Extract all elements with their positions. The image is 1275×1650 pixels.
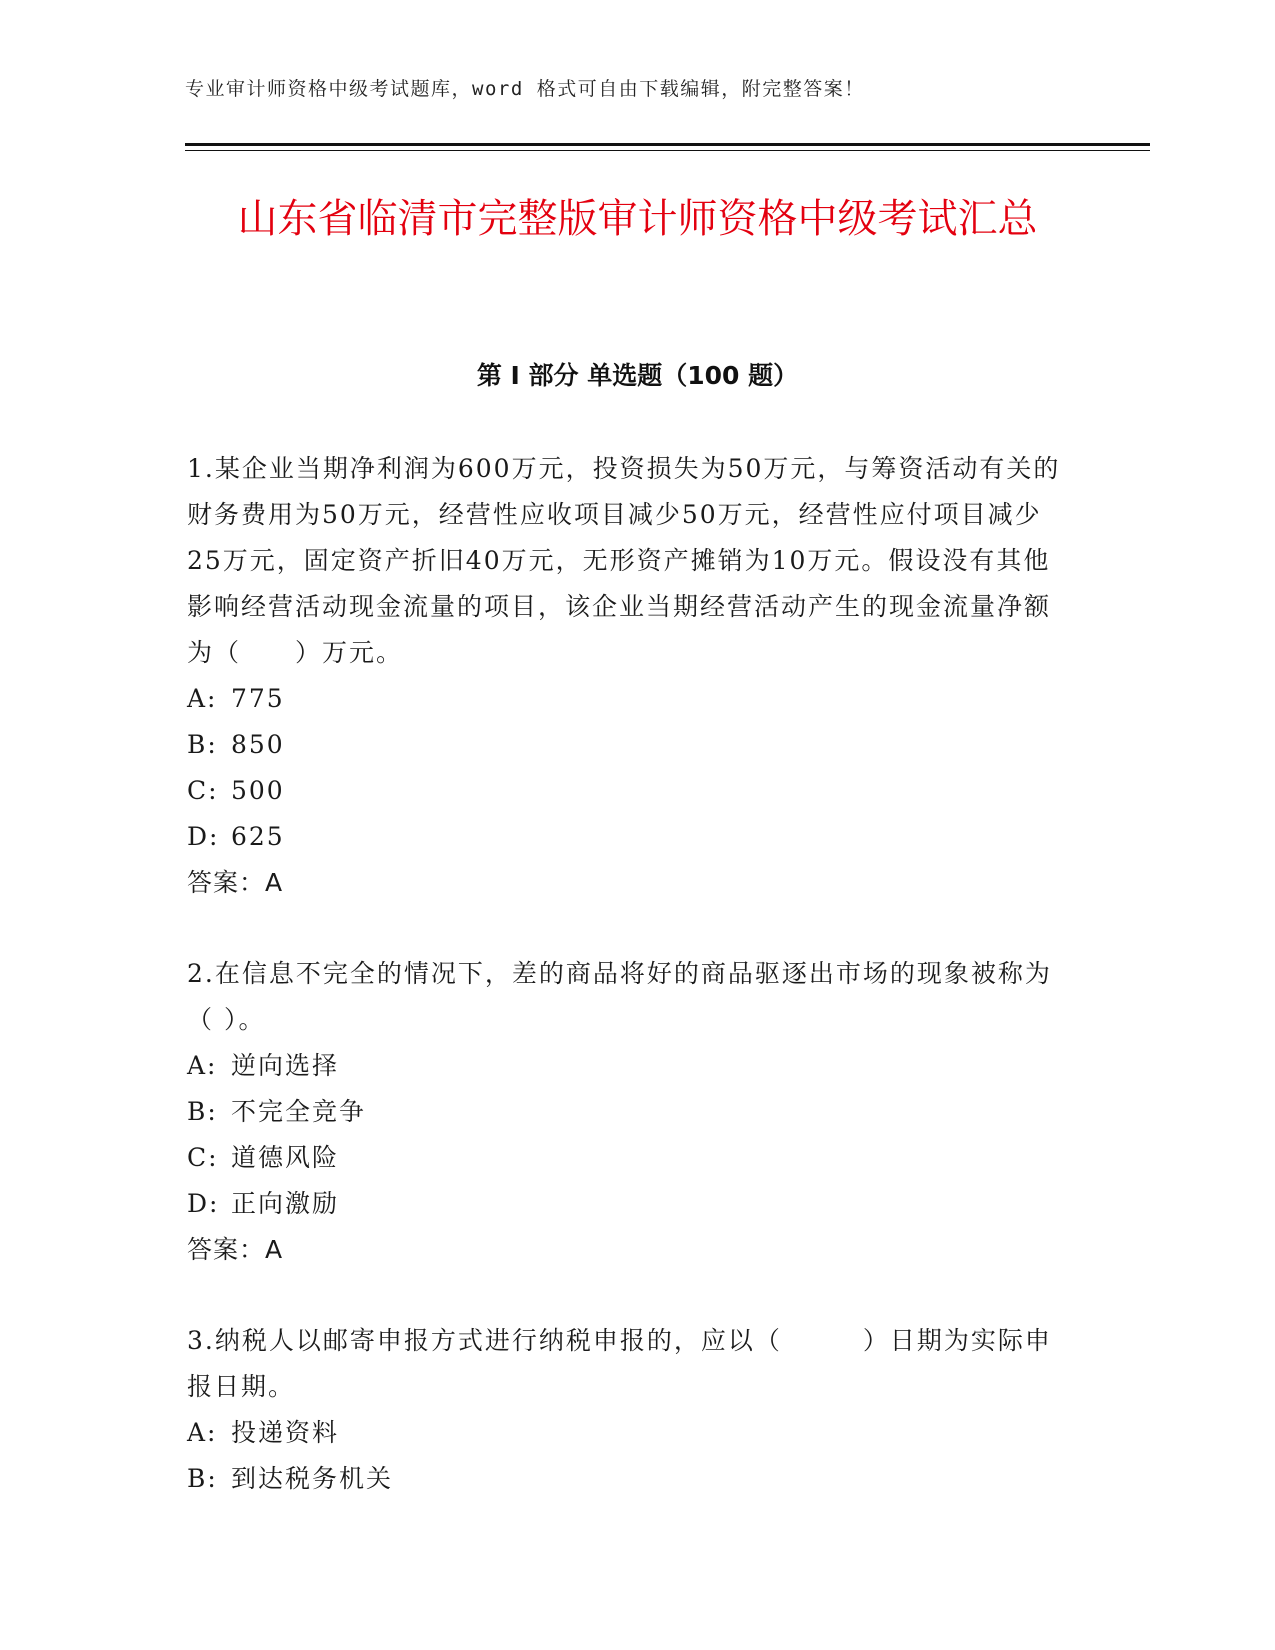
option-a — [187, 1410, 1067, 1456]
header-divider-thick — [185, 143, 1150, 146]
option-text: 逆向选择 — [231, 1051, 340, 1080]
option-letter: A: — [187, 684, 218, 713]
option-text: 正向激励 — [231, 1189, 340, 1218]
option-letter: A: — [187, 1418, 218, 1447]
option-letter: B: — [187, 1464, 218, 1493]
option-letter: A: — [187, 1051, 218, 1080]
question-1 — [187, 446, 1067, 906]
header-note: 专业审计师资格中级考试题库，word 格式可自由下载编辑，附完整答案！ — [185, 78, 865, 100]
option-text: 500 — [231, 776, 285, 805]
option-b — [187, 722, 1067, 768]
option-text: 775 — [231, 684, 285, 713]
answer-line: 答案：A — [187, 1235, 284, 1264]
option-c — [187, 768, 1067, 814]
option-text: 道德风险 — [231, 1143, 340, 1172]
option-letter: D: — [187, 822, 220, 851]
section-title: 第 I 部分 单选题（100 题） — [476, 361, 799, 390]
answer-line: 答案：A — [187, 868, 284, 897]
option-a — [187, 1043, 1067, 1089]
option-text: 不完全竞争 — [231, 1097, 367, 1126]
option-text: 625 — [231, 822, 285, 851]
option-letter: C: — [187, 776, 219, 805]
question-2 — [187, 951, 1067, 1273]
option-letter: B: — [187, 730, 218, 759]
option-c — [187, 1135, 1067, 1181]
document-title: 山东省临清市完整版审计师资格中级考试汇总 — [237, 196, 1038, 242]
question-3 — [187, 1318, 1067, 1502]
option-b — [187, 1456, 1067, 1502]
question-list — [187, 446, 1067, 1547]
option-text: 投递资料 — [231, 1418, 340, 1447]
option-text: 850 — [231, 730, 285, 759]
option-letter: B: — [187, 1097, 218, 1126]
option-d — [187, 814, 1067, 860]
header-divider-thin — [185, 150, 1150, 151]
option-text: 到达税务机关 — [231, 1464, 394, 1493]
option-letter: D: — [187, 1189, 220, 1218]
option-b — [187, 1089, 1067, 1135]
question-stem: 3.纳税人以邮寄申报方式进行纳税申报的，应以（ ）日期为实际申报日期。 — [187, 1326, 1052, 1401]
option-a — [187, 676, 1067, 722]
question-stem: 1.某企业当期净利润为600万元，投资损失为50万元，与筹资活动有关的财务费用为50万元，经营性应收项目减少50万元，经营性应付项目减少25万元，固定资产折旧40万元，无形资产摊销为10万元。假设没有其他影响经营活动现金流量的项目，该企业当期经营活动产生的现金流量净额为（ ）万元。 — [187, 454, 1061, 667]
option-letter: C: — [187, 1143, 219, 1172]
question-stem: 2.在信息不完全的情况下，差的商品将好的商品驱逐出市场的现象被称为（ ）。 — [187, 959, 1052, 1034]
option-d — [187, 1181, 1067, 1227]
